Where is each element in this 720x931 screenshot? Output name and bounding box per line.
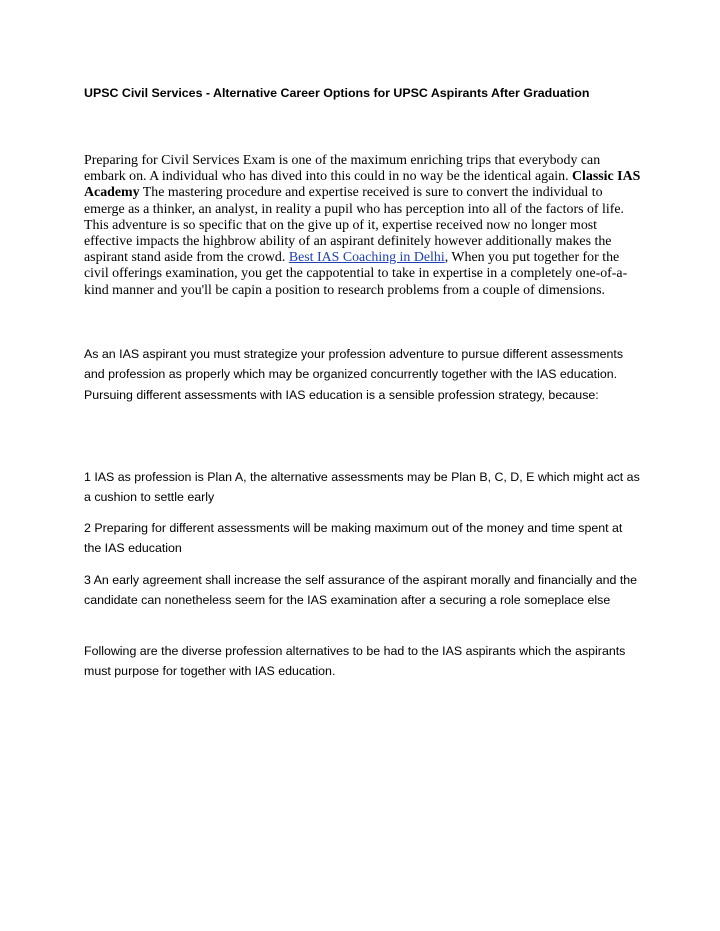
academy-name: Classic IAS Academy xyxy=(84,169,641,201)
document-title: UPSC Civil Services - Alternative Career Options for UPSC Aspirants After Graduation xyxy=(84,86,590,100)
best-ias-coaching-link[interactable]: Best IAS Coaching in Delhi xyxy=(288,250,445,266)
closing-paragraph: Following are the diverse profession alternatives to be had to the IAS aspirants which the aspirants must purpose for together with IAS education. xyxy=(84,644,626,679)
intro-text-part-3: , When you put together for the civil offerings examination, you get the cappotential to take in expertise in a completely one-of-a-kind manner and you'll be capin a position to research problems from a couple of dimensions. xyxy=(84,250,628,298)
intro-text-part-2: The mastering procedure and expertise received is sure to convert the individual to emerge as a thinker, an analyst, in reality a pupil who has perception into all of the factors of life. This adventure is so specific that on the give up of it, expertise received now no longer most effective impacts the highbrow ability of an aspirant definitely however additionally makes the aspirant stand aside from the crowd. xyxy=(84,185,624,266)
intro-paragraph xyxy=(84,153,644,299)
strategy-paragraph: As an IAS aspirant you must strategize your profession adventure to pursue different assessments and profession as properly which may be organized concurrently together with the IAS education. Pursuing different assessments with IAS education is a sensible profession strategy, because: xyxy=(84,347,624,402)
reason-item-2: 2 Preparing for different assessments will be making maximum out of the money and time spent at the IAS education xyxy=(84,521,623,556)
reason-item-3: 3 An early agreement shall increase the self assurance of the aspirant morally and financially and the candidate can nonetheless seem for the IAS examination after a securing a role someplace else xyxy=(84,573,638,608)
intro-text-part-1: Preparing for Civil Services Exam is one of the maximum enriching trips that everybody can embark on. A individual who has dived into this could in no way be the identical again. xyxy=(84,153,601,185)
reason-item-1: 1 IAS as profession is Plan A, the alternative assessments may be Plan B, C, D, E which might act as a cushion to settle early xyxy=(84,470,640,505)
